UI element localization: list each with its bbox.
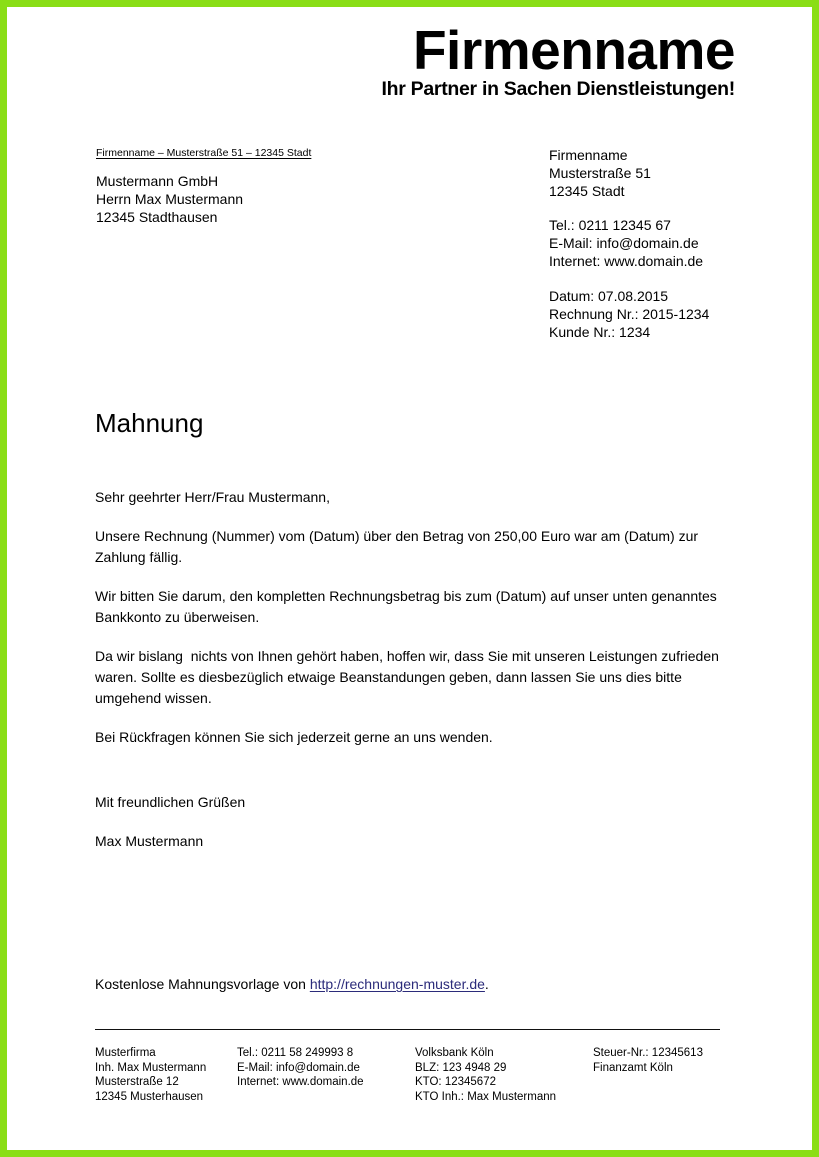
footer-divider <box>95 1029 720 1030</box>
document-meta-block <box>549 287 709 341</box>
footer-tax-office: Finanzamt Köln <box>593 1061 673 1074</box>
footer-column-bank <box>415 1046 593 1104</box>
promo-suffix-text: . <box>484 976 489 992</box>
promo-credit-line <box>95 975 489 993</box>
sender-contact-block <box>549 216 703 270</box>
body-paragraph-2: Wir bitten Sie darum, den kompletten Rechnungsbetrag bis zum (Datum) auf unser unten genanntes Bankkonto zu überweisen. <box>95 588 721 625</box>
page-border-top <box>0 0 819 7</box>
recipient-city: 12345 Stadthausen <box>96 209 218 225</box>
document-subject-heading: Mahnung <box>95 408 204 439</box>
page-border-left <box>0 0 7 1157</box>
sender-address-block <box>549 146 651 200</box>
recipient-address-block <box>96 172 243 226</box>
customer-number: Kunde Nr.: 1234 <box>549 324 651 340</box>
recipient-company: Mustermann GmbH <box>96 173 219 189</box>
footer-column-contact <box>237 1046 415 1090</box>
footer-firm-street: Musterstraße 12 <box>95 1076 179 1088</box>
footer-bank-name: Volksbank Köln <box>415 1047 494 1059</box>
body-closing: Mit freundlichen Grüßen <box>95 794 246 810</box>
sender-email: E-Mail: info@domain.de <box>549 235 699 251</box>
footer-firm-city: 12345 Musterhausen <box>95 1090 204 1103</box>
footer-tax-number: Steuer-Nr.: 12345613 <box>593 1047 703 1059</box>
footer-bank-blz: BLZ: 123 4948 29 <box>415 1061 507 1074</box>
sender-website: Internet: www.domain.de <box>549 253 704 269</box>
sender-name: Firmenname <box>549 147 628 163</box>
company-tagline: Ihr Partner in Sachen Dienstleistungen! <box>381 77 735 100</box>
sender-phone: Tel.: 0211 12345 67 <box>549 217 671 233</box>
return-address-line: Firmenname – Musterstraße 51 – 12345 Stadt <box>96 147 312 159</box>
letter-body <box>95 487 725 852</box>
footer-website: Internet: www.domain.de <box>237 1076 364 1088</box>
body-paragraph-4: Bei Rückfragen können Sie sich jederzeit gerne an uns wenden. <box>95 729 493 745</box>
sender-street: Musterstraße 51 <box>549 165 651 181</box>
footer-bank-account: KTO: 12345672 <box>415 1076 496 1088</box>
body-salutation: Sehr geehrter Herr/Frau Mustermann, <box>95 489 330 505</box>
footer-firm-owner: Inh. Max Mustermann <box>95 1061 207 1074</box>
page-border-right <box>812 0 819 1157</box>
promo-url-link[interactable]: http://rechnungen-muster.de <box>309 976 485 992</box>
invoice-number: Rechnung Nr.: 2015-1234 <box>549 306 710 322</box>
document-date: Datum: 07.08.2015 <box>549 288 669 304</box>
promo-prefix-text: Kostenlose Mahnungsvorlage von <box>95 976 310 992</box>
footer-phone: Tel.: 0211 58 249993 8 <box>237 1047 354 1059</box>
body-paragraph-1: Unsere Rechnung (Nummer) vom (Datum) über den Betrag von 250,00 Euro war am (Datum) zur Zahlung fällig. <box>95 528 702 565</box>
letterhead <box>60 19 735 100</box>
footer <box>95 1046 745 1104</box>
footer-column-firm <box>95 1046 237 1104</box>
footer-bank-account-holder: KTO Inh.: Max Mustermann <box>415 1090 557 1103</box>
page-border-bottom <box>0 1150 819 1157</box>
footer-firm-name: Musterfirma <box>95 1047 156 1059</box>
footer-column-tax <box>593 1046 743 1075</box>
body-paragraph-3: Da wir bislang nichts von Ihnen gehört haben, hoffen wir, dass Sie mit unseren Leistungen zufrieden waren. Sollte es diesbezüglich etwaige Beanstandungen geben, dann lassen Sie uns dies bitte umgehend wissen. <box>95 648 723 706</box>
footer-email: E-Mail: info@domain.de <box>237 1061 360 1074</box>
recipient-person: Herrn Max Mustermann <box>96 191 244 207</box>
body-signature-name: Max Mustermann <box>95 833 204 849</box>
sender-city: 12345 Stadt <box>549 183 625 199</box>
company-logo-wordmark: Firmenname <box>412 19 735 81</box>
